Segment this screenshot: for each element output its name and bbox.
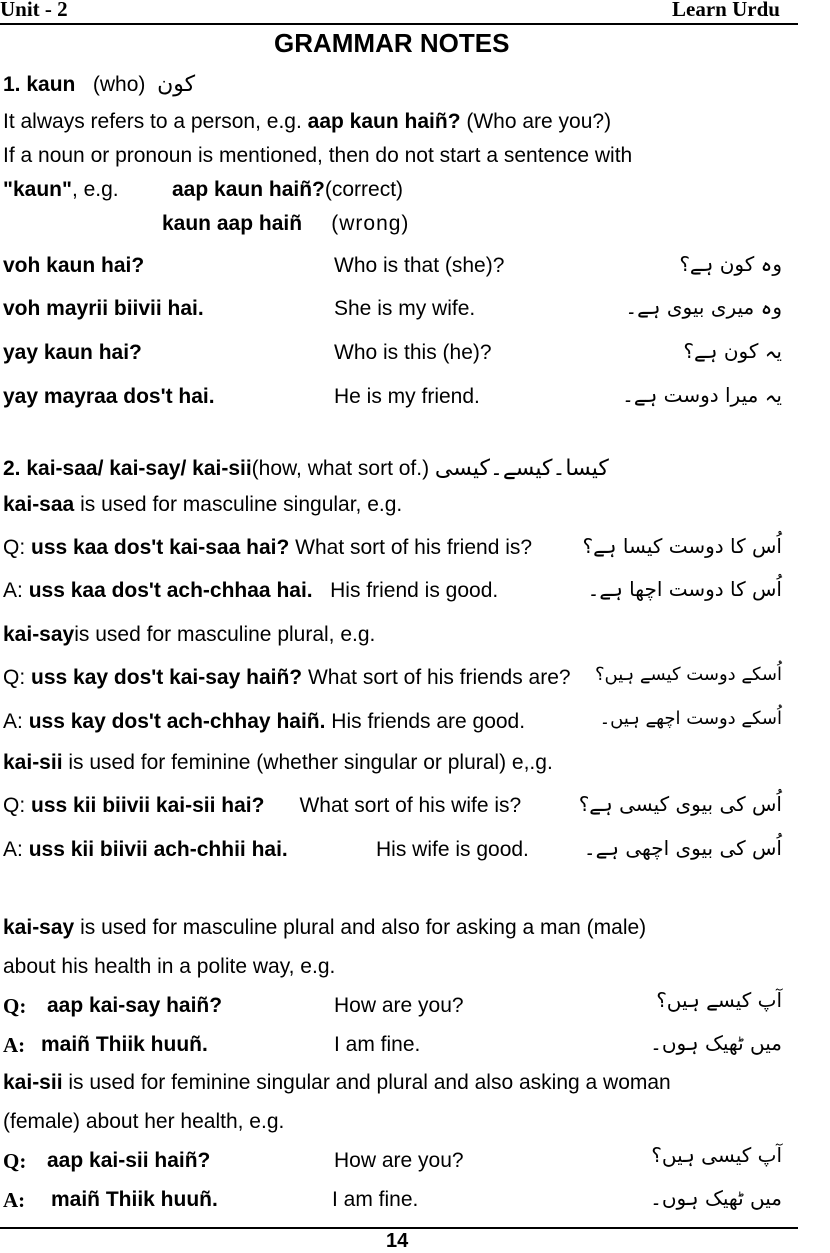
kaisii-desc xyxy=(3,751,553,775)
section2-heading-terms: 2. kai-saa/ kai-say/ kai-sii xyxy=(3,457,252,480)
q-roman: uss kaa dos't kai-saa hai? xyxy=(31,536,290,559)
kaisii-answer xyxy=(3,838,288,862)
kaisay-question-urdu: اُسکے دوست کیسے ہیں؟ xyxy=(594,664,782,685)
a1-urdu: میں ٹھیک ہوں۔ xyxy=(650,1031,782,1055)
section1-heading-gloss: (who) xyxy=(92,73,146,96)
kaisaa-question xyxy=(3,536,532,560)
kaisay-rest: is used for masculine plural, e.g. xyxy=(74,623,376,646)
q1-label: Q: xyxy=(3,994,27,1018)
row1-urdu: وہ کون ہے؟ xyxy=(679,252,782,276)
a1-roman: maiñ Thiik huuñ. xyxy=(41,1033,208,1056)
correct-sentence: aap kaun haiñ? xyxy=(172,178,325,201)
page-title: GRAMMAR NOTES xyxy=(274,28,510,58)
row2-urdu: وہ میری بیوی ہے۔ xyxy=(625,295,782,319)
a-english: His friends are good. xyxy=(331,710,526,733)
kaisii-term: kai-sii xyxy=(3,1071,63,1094)
section1-para2: If a noun or pronoun is mentioned, then do not start a sentence with xyxy=(3,144,633,167)
kaisii-question-urdu: اُس کی بیوی کیسی ہے؟ xyxy=(578,792,782,816)
q1-english: How are you? xyxy=(334,994,464,1017)
section3-para2: about his health in a polite way, e.g. xyxy=(3,955,336,978)
kaisay-term: kai-say xyxy=(3,916,75,939)
row4-roman: yay mayraa dos't hai. xyxy=(3,385,215,408)
section2-heading xyxy=(3,456,609,481)
header-book-title: Learn Urdu xyxy=(672,0,780,21)
kaisay-answer xyxy=(3,710,525,734)
section3-para4: (female) about her health, e.g. xyxy=(3,1110,285,1133)
kaisay-desc xyxy=(3,623,375,647)
q-english: What sort of his wife is? xyxy=(299,794,522,817)
q-label: Q: xyxy=(3,666,32,689)
q-english: What sort of his friend is? xyxy=(295,536,533,559)
q2-label: Q: xyxy=(3,1149,27,1173)
q-english: What sort of his friends are? xyxy=(307,666,571,689)
kaisaa-rest: is used for masculine singular, e.g. xyxy=(80,493,403,516)
section3-para3 xyxy=(3,1071,671,1095)
kaisaa-answer xyxy=(3,579,498,603)
section1-para1 xyxy=(3,110,611,134)
row3-urdu: یہ کون ہے؟ xyxy=(683,339,782,363)
kaisii-answer-english: His wife is good. xyxy=(376,838,529,861)
kaisay-term: kai-say xyxy=(3,623,75,646)
row4-urdu: یہ میرا دوست ہے۔ xyxy=(622,383,782,407)
row1-roman: voh kaun hai? xyxy=(3,254,145,277)
q-roman: uss kii biivii kai-sii hai? xyxy=(31,794,265,817)
wrong-note: (wrong) xyxy=(331,212,410,235)
kaisii-term: kai-sii xyxy=(3,751,63,774)
a-roman: uss kay dos't ach-chhay haiñ. xyxy=(28,710,326,733)
a-english: His friend is good. xyxy=(330,579,499,602)
row1-english: Who is that (she)? xyxy=(334,254,505,277)
kaisaa-question-urdu: اُس کا دوست کیسا ہے؟ xyxy=(582,534,782,558)
para3-rest: is used for feminine singular and plural and also asking a woman xyxy=(62,1071,671,1094)
q1-roman: aap kai-say haiñ? xyxy=(47,994,223,1017)
row2-roman: voh mayrii biivii hai. xyxy=(3,297,204,320)
a-label: A: xyxy=(3,838,29,861)
wrong-sentence: kaun aap haiñ xyxy=(162,212,303,235)
section1-heading xyxy=(3,72,195,97)
q2-english: How are you? xyxy=(334,1149,464,1172)
section1-heading-num: 1. kaun xyxy=(3,73,76,96)
q-roman: uss kay dos't kai-say haiñ? xyxy=(31,666,303,689)
a2-roman: maiñ Thiik huuñ. xyxy=(51,1188,218,1211)
q1-urdu: آپ کیسے ہیں؟ xyxy=(656,988,782,1012)
section3-para1 xyxy=(3,916,646,940)
a-roman: uss kaa dos't ach-chhaa hai. xyxy=(28,579,313,602)
kaisay-question xyxy=(3,666,571,690)
para1-rest: is used for masculine plural and also for asking a man (male) xyxy=(74,916,647,939)
q2-urdu: آپ کیسی ہیں؟ xyxy=(651,1143,782,1167)
kaisii-question xyxy=(3,794,521,818)
q-label: Q: xyxy=(3,794,32,817)
a-label: A: xyxy=(3,579,29,602)
correct-example xyxy=(172,178,403,202)
section1-para3 xyxy=(3,178,119,202)
kaisaa-desc xyxy=(3,493,402,517)
kaisay-answer-urdu: اُسکے دوست اچھے ہیں۔ xyxy=(599,708,782,729)
a-roman: uss kii biivii ach-chhii hai. xyxy=(28,838,288,861)
row3-roman: yay kaun hai? xyxy=(3,341,142,364)
a2-english: I am fine. xyxy=(332,1188,419,1211)
section1-heading-urdu: کون xyxy=(157,72,196,97)
p1-text: It always refers to a person, e.g. xyxy=(3,110,308,133)
eg-text: , e.g. xyxy=(71,178,119,201)
p1-gloss: (Who are you?) xyxy=(460,110,612,133)
header-rule xyxy=(0,23,798,25)
row4-english: He is my friend. xyxy=(334,385,480,408)
footer-rule xyxy=(0,1227,798,1229)
kaisaa-term: kai-saa xyxy=(3,493,75,516)
kaisaa-answer-urdu: اُس کا دوست اچھا ہے۔ xyxy=(587,577,782,601)
row3-english: Who is this (he)? xyxy=(334,341,492,364)
a1-label: A: xyxy=(3,1033,26,1057)
header-unit: Unit - 2 xyxy=(0,0,68,21)
a2-urdu: میں ٹھیک ہوں۔ xyxy=(650,1186,782,1210)
kaun-term: "kaun" xyxy=(3,178,72,201)
row2-english: She is my wife. xyxy=(334,297,476,320)
a2-label: A: xyxy=(3,1188,26,1212)
q2-roman: aap kai-sii haiñ? xyxy=(47,1149,211,1172)
correct-note: (correct) xyxy=(324,178,404,201)
kaisii-answer-urdu: اُس کی بیوی اچھی ہے۔ xyxy=(583,836,782,860)
wrong-example xyxy=(162,212,409,236)
p1-example: aap kaun haiñ? xyxy=(307,110,461,133)
section2-heading-gloss: (how, what sort of.) xyxy=(251,457,430,480)
kaisii-rest: is used for feminine (whether singular or plural) e,.g. xyxy=(62,751,553,774)
page-number: 14 xyxy=(386,1230,409,1252)
q-label: Q: xyxy=(3,536,32,559)
section2-heading-urdu: کیسا۔کیسے۔کیسی xyxy=(434,456,609,481)
a-label: A: xyxy=(3,710,29,733)
a1-english: I am fine. xyxy=(334,1033,421,1056)
